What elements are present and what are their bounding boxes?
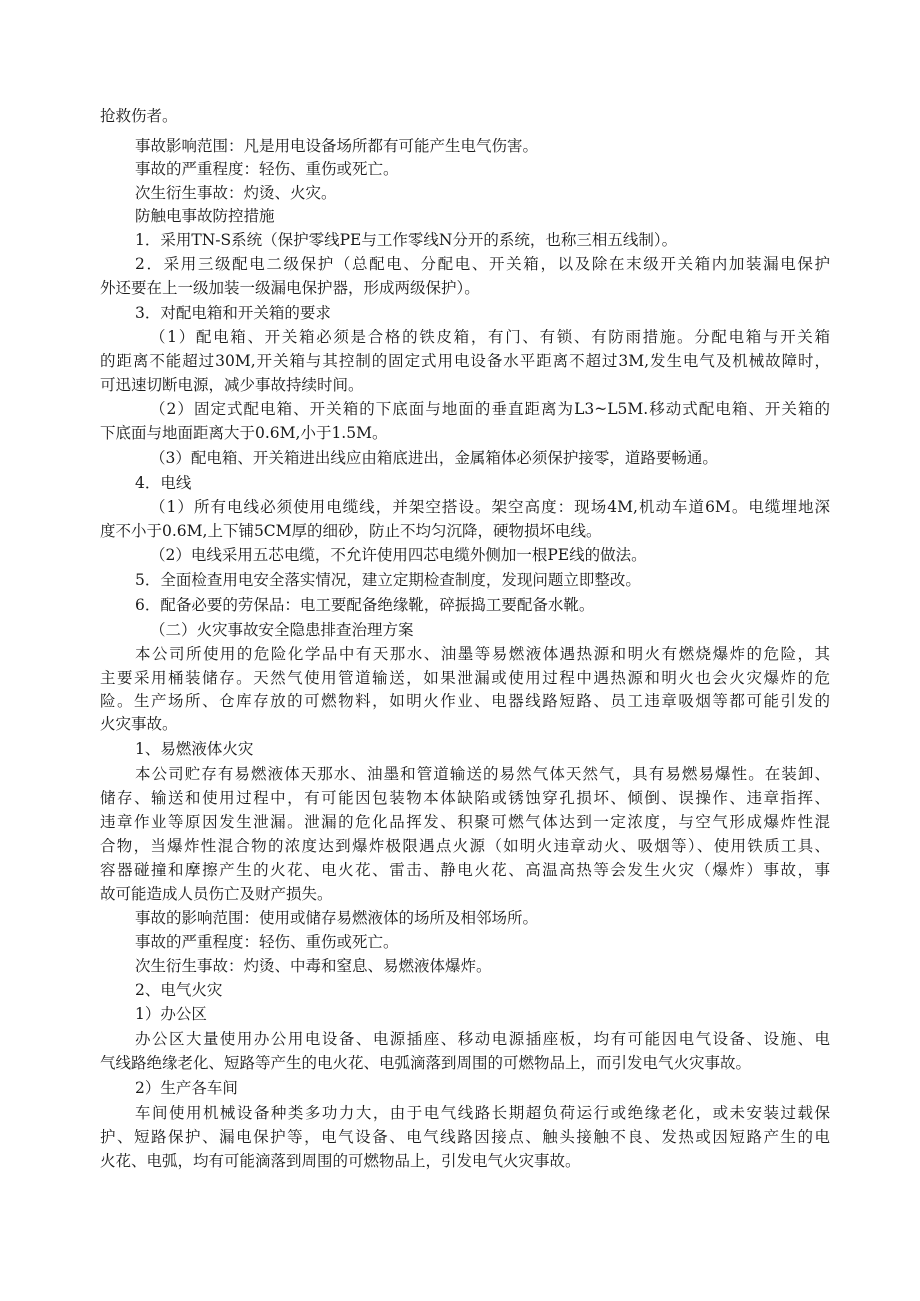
paragraph-line: 本公司贮存有易燃液体天那水、油墨和管道输送的易然气体天然气，具有易燃易爆性。在装卸、 — [135, 765, 830, 783]
text-line: 次生衍生事故：灼烫、火灾。 — [135, 184, 337, 202]
paragraph-line: 护、短路保护、漏电保护等，电气设备、电气线路因接点、触头接触不良、发热或因短路产生的电 — [100, 1128, 830, 1146]
section-heading: 2、电气火灾 — [135, 981, 223, 999]
paragraph-line: 容器碰撞和摩擦产生的火花、电火花、雷击、静电火花、高温高热等会发生火灾（爆炸）事故，事 — [100, 861, 830, 879]
paragraph-line: 火花、电弧，均有可能滴落到周围的可燃物品上，引发电气火灾事故。 — [100, 1152, 581, 1170]
paragraph-line: 合物，当爆炸性混合物的浓度达到爆炸极限遇点火源（如明火违章动火、吸烟等）、使用铁质工具、 — [100, 837, 830, 855]
list-item: 4．电线 — [135, 474, 192, 492]
section-heading: 防触电事故防控措施 — [135, 207, 275, 225]
text-line: 事故影响范围：凡是用电设备场所都有可能产生电气伤害。 — [135, 137, 539, 155]
list-item: 3．对配电箱和开关箱的要求 — [135, 304, 331, 322]
list-item: 5．全面检查用电安全落实情况，建立定期检查制度，发现问题立即整改。 — [135, 571, 641, 589]
text-line: 事故的严重程度：轻伤、重伤或死亡。 — [135, 160, 399, 178]
paragraph-line: 火灾事故。 — [100, 715, 178, 733]
text-line: 的距离不能超过30M,开关箱与其控制的固定式用电设备水平距离不超过3M,发生电气及机械故障时， — [100, 352, 830, 370]
paragraph-line: 本公司所使用的危险化学品中有天那水、油墨等易燃液体遇热源和明火有燃烧爆炸的危险，其 — [135, 645, 830, 663]
section-heading: （二）火灾事故安全隐患排查治理方案 — [150, 621, 414, 639]
subsection-heading: 1）办公区 — [135, 1005, 207, 1023]
list-item: 6．配备必要的劳保品：电工要配备绝缘靴，碎振捣工要配备水靴。 — [135, 596, 595, 614]
subsection-heading: 2）生产各车间 — [135, 1079, 238, 1097]
paragraph-line: 储存、输送和使用过程中，有可能因包装物本体缺陷或锈蚀穿孔损坏、倾倒、误操作、违章指挥、 — [100, 789, 830, 807]
text-line: 事故的影响范围：使用或储存易燃液体的场所及相邻场所。 — [135, 909, 539, 927]
paragraph-line: 险。生产场所、仓库存放的可燃物料，如明火作业、电器线路短路、员工违章吸烟等都可能引发的 — [100, 692, 830, 710]
section-heading: 1、易燃液体火灾 — [135, 740, 254, 758]
paragraph-line: 车间使用机械设备种类多功力大，由于电气线路长期超负荷运行或绝缘老化，或未安装过载保 — [135, 1104, 830, 1122]
paragraph-line: 故可能造成人员伤亡及财产损失。 — [100, 885, 333, 903]
paragraph-line: 主要采用桶装储存。天然气使用管道输送，如果泄漏或使用过程中遇热源和明火也会火灾爆炸的危 — [100, 669, 830, 687]
list-item: 2．采用三级配电二级保护（总配电、分配电、开关箱，以及除在末级开关箱内加装漏电保护 — [135, 255, 830, 273]
text-line: 可迅速切断电源，减少事故持续时间。 — [100, 376, 364, 394]
list-item: 1．采用TN-S系统（保护零线PE与工作零线N分开的系统，也称三相五线制）。 — [135, 231, 678, 249]
text-line: 度不小于0.6M,上下铺5CM厚的细砂，防止不均匀沉降，硬物损坏电线。 — [100, 522, 602, 540]
text-line: 事故的严重程度：轻伤、重伤或死亡。 — [135, 933, 399, 951]
list-item: （1）所有电线必须使用电缆线，并架空搭设。架空高度：现场4M,机动车道6M。电缆埋地深 — [150, 498, 830, 516]
text-line: 外还要在上一级加装一级漏电保护器，形成两级保护）。 — [100, 279, 480, 297]
list-item: （3）配电箱、开关箱进出线应由箱底进出，金属箱体必须保护接零，道路要畅通。 — [150, 449, 718, 467]
list-item: （2）电线采用五芯电缆，不允许使用四芯电缆外侧加一根PE线的做法。 — [150, 546, 647, 564]
paragraph-line: 违章作业等原因发生泄漏。泄漏的危化品挥发、积聚可燃气体达到一定浓度，与空气形成爆炸性混 — [100, 813, 830, 831]
paragraph-line: 气线路绝缘老化、短路等产生的电火花、电弧滴落到周围的可燃物品上，而引发电气火灾事故。 — [100, 1054, 752, 1072]
text-line: 次生衍生事故：灼烫、中毒和窒息、易燃液体爆炸。 — [135, 957, 492, 975]
list-item: （2）固定式配电箱、开关箱的下底面与地面的垂直距离为L3~L5M.移动式配电箱、开关箱的 — [150, 400, 830, 418]
text-line: 下底面与地面距离大于0.6M,小于1.5M。 — [100, 424, 388, 442]
paragraph-line: 办公区大量使用办公用电设备、电源插座、移动电源插座板，均有可能因电气设备、设施、电 — [135, 1030, 830, 1048]
text-line: 抢救伤者。 — [100, 107, 178, 125]
list-item: （1）配电箱、开关箱必须是合格的铁皮箱，有门、有锁、有防雨措施。分配电箱与开关箱 — [150, 328, 830, 346]
